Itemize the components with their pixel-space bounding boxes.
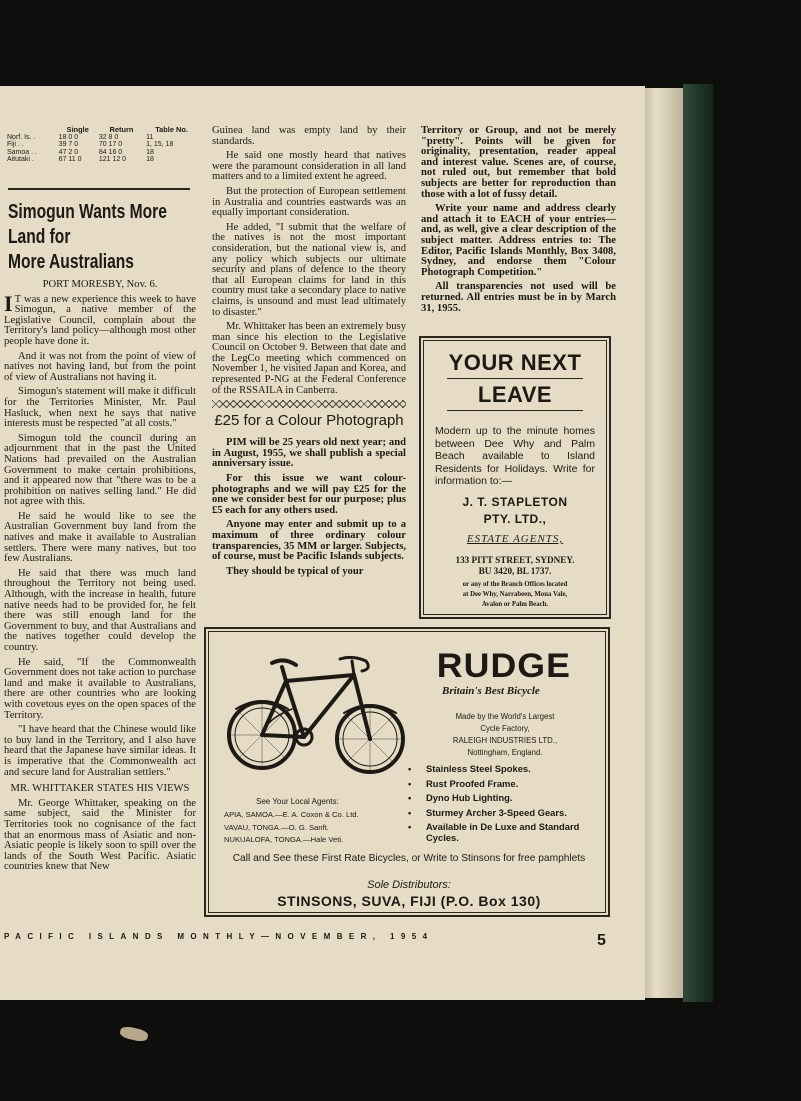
branch-line: or any of the Branch Offices located bbox=[462, 580, 568, 588]
table-row bbox=[6, 149, 198, 157]
feature-item: • Sturmey Archer 3-Speed Gears. bbox=[406, 807, 602, 818]
features-list bbox=[406, 763, 602, 847]
paragraph: PIM will be 25 years old next year; and in August, 1955, we shall publish a special anniversary issue. bbox=[212, 437, 406, 470]
feature-item: • Stainless Steel Spokes. bbox=[406, 763, 602, 774]
table-cell: 67 11 0 bbox=[58, 156, 82, 164]
table-cell: 84 16 0 bbox=[98, 148, 123, 156]
makers-line: RALEIGH INDUSTRIES LTD., bbox=[452, 736, 558, 745]
makers-line: Made by the World's Largest bbox=[455, 712, 555, 721]
table-cell: 47 2 0 bbox=[58, 148, 79, 156]
paragraph: He added, "I submit that the welfare of the natives is not the most important consideration, but the national view is, and any policy which subjects our ultimate security and plans of defence to the theory that all European claims for land in this country must take a secondary place to native claims, is unsound and must lead ultimately to disaster." bbox=[212, 221, 406, 318]
table-row bbox=[6, 134, 198, 142]
running-footer: PACIFIC ISLANDS MONTHLY—NOVEMBER, 1954 bbox=[4, 932, 434, 941]
wavy-divider bbox=[212, 400, 406, 408]
divider bbox=[447, 378, 583, 379]
paragraph: Mr. George Whittaker, speaking on the same subject, said the Minister for Territories took no cognisance of the fact that an enormous mass of Asiatic and non-Asiatic people is likely soon to spill over the lands of the South West Pacific. Asiatic countries knew that New bbox=[4, 797, 196, 873]
table-cell: Norf. Is. . bbox=[7, 133, 36, 141]
rudge-tagline: Britain's Best Bicycle bbox=[442, 685, 540, 697]
makers-line: Nottingham, England. bbox=[467, 748, 543, 757]
paragraph: For this issue we want colour-photographs and we will pay £25 for the one we consider best for our purpose; plus £5 each for any others used. bbox=[212, 473, 406, 516]
paragraph: Anyone may enter and submit up to a maximum of three ordinary colour transparencies, 35 MM or larger. Subjects, of course, must be Pacific Islands subjects. bbox=[212, 519, 406, 563]
feature-item: • Available in De Luxe and Standard Cycles. bbox=[406, 821, 602, 843]
table-cell: 70 17 0 bbox=[98, 141, 123, 149]
fares-table bbox=[6, 126, 198, 164]
divider bbox=[447, 410, 583, 411]
table-cell: 39 7 0 bbox=[58, 141, 79, 149]
table-row bbox=[6, 156, 198, 164]
table-cell: Fiji . . bbox=[7, 141, 24, 149]
fares-header-return: Return bbox=[109, 125, 134, 134]
table-row bbox=[6, 141, 198, 149]
agent-entry: APIA, SAMOA.—E. A. Coxon & Co. Ltd. bbox=[224, 810, 359, 819]
paragraph: And it was not from the point of view of natives not having land, but from the point of view of Australians not having it. bbox=[4, 350, 196, 383]
table-cell: Aitutaki . bbox=[7, 156, 34, 164]
paragraph: Simogun told the council during an adjournment that in the past the United Nations had prevailed on the Australian Government to make certain prohibitions, and it appeared now that "there was to be a prohibition on natives selling land." He did not agree with this. bbox=[4, 432, 196, 508]
ad-heading-line2: LEAVE bbox=[477, 382, 553, 407]
paragraph: He said he would like to see the Australian Government buy land from the natives and make it available to Australian settlers. There were many natives, but too few Australians. bbox=[4, 510, 196, 565]
branch-line: Avalon or Palm Beach. bbox=[481, 600, 549, 608]
branch-line: at Dee Why, Narrabeen, Mona Vale, bbox=[462, 590, 568, 598]
paragraph: Guinea land was empty land by their standards. bbox=[212, 125, 406, 147]
contest-title: £25 for a Colour Photograph bbox=[214, 412, 404, 430]
call-to-action: Call and See these First Rate Bicycles, or Write to Stinsons for free pamphlets bbox=[232, 853, 586, 864]
bicycle-illustration bbox=[226, 639, 406, 789]
phone-line: BU 3420, BL 1737. bbox=[478, 565, 552, 576]
agent-entry: NUKUALOFA, TONGA.—Hale Veti. bbox=[224, 835, 344, 844]
divider bbox=[8, 188, 190, 190]
agents-list bbox=[224, 809, 400, 847]
table-smudge bbox=[119, 1025, 149, 1043]
paragraph: He said one mostly heard that natives were the paramount consideration in all land matters and to a limited extent he agreed. bbox=[212, 150, 406, 183]
contest-text bbox=[212, 438, 406, 577]
ad-heading-line1: YOUR NEXT bbox=[448, 350, 582, 375]
branch-offices bbox=[421, 580, 609, 610]
feature-item: • Rust Proofed Frame. bbox=[406, 778, 602, 789]
agent-entry: VAVAU, TONGA.—O. G. Sanft. bbox=[224, 822, 329, 832]
table-cell: 11 bbox=[146, 133, 154, 141]
table-cell: 121 12 0 bbox=[98, 156, 127, 164]
sole-distributors-label: Sole Distributors: bbox=[367, 879, 451, 891]
feature-item: • Dyno Hub Lighting. bbox=[406, 792, 602, 803]
paragraph: "I have heard that the Chinese would like to buy land in the Territory, and I also have heard that the Japanese have similar ideas. It is imperative that the Commonwealth act and secure land for Australian settlers." bbox=[4, 724, 196, 778]
dateline: PORT MORESBY, Nov. 6. bbox=[42, 279, 158, 290]
column-1 bbox=[4, 280, 196, 877]
rudge-advertisement bbox=[204, 627, 610, 917]
page-number: 5 bbox=[597, 932, 606, 949]
distributor-name: STINSONS, SUVA, FIJI (P.O. Box 130) bbox=[277, 893, 541, 909]
table-cell: 18 bbox=[146, 156, 154, 164]
company-name: J. T. STAPLETON bbox=[462, 494, 568, 509]
headline-line: Land for bbox=[8, 226, 71, 248]
makers-line: Cycle Factory, bbox=[480, 724, 530, 733]
address-line: 133 PITT STREET, SYDNEY. bbox=[455, 554, 575, 565]
paragraph: But the protection of European settlement in Australia and countries eastwards was an equally important consideration. bbox=[212, 185, 406, 219]
drop-cap: I bbox=[4, 290, 13, 316]
paragraph: Write your name and address clearly and attach it to EACH of your entries—and, as well, give a clear description of the subject matter. Address entries to: The Editor, Pacific Islands Monthly, Box 3408, Sydney, and endorse them "Colour Photograph Competition." bbox=[421, 203, 616, 278]
estate-agents-label: ESTATE AGENTS, bbox=[466, 532, 564, 545]
paragraph: They should be typical of your bbox=[226, 565, 364, 577]
makers-info bbox=[420, 711, 590, 759]
headline-line: More Australians bbox=[8, 251, 134, 273]
paragraph: Territory or Group, and not be merely "pretty". Points will be given for originality, presentation, reader appeal and interest value. Scenes are, of course, not ruled out, but remember that bold subjects are better for reproduction than those with a lot of fussy detail. bbox=[421, 125, 616, 200]
table-cell: Samoa . . bbox=[7, 148, 37, 156]
company-suffix: PTY. LTD., bbox=[483, 511, 547, 526]
lead-text: T was a new experience this week to have Simogun, a native member of the Legislative Council, complain about the Territory's land policy—although most other people have done it. bbox=[4, 293, 196, 347]
rudge-logo: RUDGE bbox=[436, 647, 571, 685]
table-cell: 32 8 0 bbox=[98, 133, 119, 141]
column-2 bbox=[212, 126, 406, 581]
paragraph: Mr. Whittaker has been an extremely busy man since his election to the Legislative Council on October 9. Between that date and the LegCo meeting which commenced on November 1, he visited Japan and Korea, and represented P-NG at the Federal Conference of the RSSAILA in Canberra. bbox=[212, 321, 406, 396]
column-3 bbox=[421, 126, 616, 318]
fares-header-single: Single bbox=[66, 125, 89, 134]
article-headline bbox=[8, 200, 195, 275]
lead-paragraph bbox=[4, 290, 196, 348]
paragraph: Simogun's statement will make it difficult for the Territories Minister, Mr. Paul Hasluck, when next he says that native interests must be respected "at all costs." bbox=[4, 386, 196, 430]
table-cell: 18 bbox=[146, 148, 154, 156]
page-stack-edge bbox=[645, 88, 683, 998]
fares-header-table: Table No. bbox=[155, 125, 188, 134]
subheading: MR. WHITTAKER STATES HIS VIEWS bbox=[10, 783, 190, 795]
stapleton-advertisement bbox=[419, 336, 611, 619]
table-cell: 18 0 0 bbox=[58, 133, 79, 141]
paragraph: All transparencies not used will be returned. All entries must be in by March 31, 1955. bbox=[421, 281, 616, 314]
headline-line: Simogun Wants More bbox=[8, 201, 167, 223]
ad-body: Modern up to the minute homes between Dee Why and Palm Beach available to Island Residents for Holidays. Write for information to:— bbox=[435, 425, 595, 488]
agents-heading: See Your Local Agents: bbox=[256, 797, 339, 806]
paragraph: He said, "If the Commonwealth Government does not take action to purchase land and make it available to Australians, there are other countries who are looking with covetous eyes on the open spaces of the Territory. bbox=[4, 656, 196, 721]
fares-header-place bbox=[6, 126, 58, 134]
table-cell: 1, 15, 18 bbox=[146, 141, 174, 149]
paragraph: He said that there was much land throughout the Territory not being used. Although, with the increase in health, future native needs had to be provided for, he felt there was still enough land for the Government to buy, and that Australians and the natives together could develop the country. bbox=[4, 567, 196, 653]
book-binding bbox=[683, 84, 713, 1002]
